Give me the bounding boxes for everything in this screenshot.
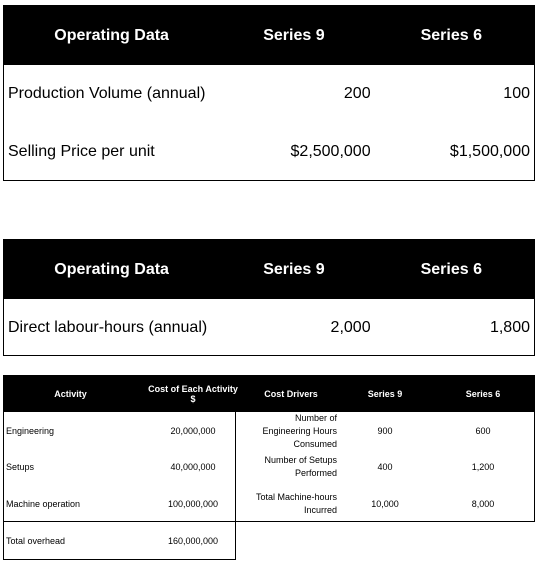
driver-line: Engineering Hours [262, 425, 337, 436]
driver-line: Incurred [303, 504, 337, 515]
table2-header-series6: Series 6 [420, 260, 482, 278]
table-row [4, 123, 534, 181]
operating-data-table-2 [3, 239, 535, 356]
driver-line: Number of Setups [264, 455, 337, 465]
row-label: Direct labour-hours (annual) [8, 319, 208, 336]
table1-header-operating-data: Operating Data [54, 26, 169, 44]
header-cost-line1: Cost of Each Activity [148, 383, 238, 394]
cost-machine-operation: 100,000,000 [167, 498, 219, 509]
row-series6-value: 1,800 [489, 319, 530, 336]
header-series6: Series 6 [465, 388, 501, 399]
header-series9: Series 9 [367, 388, 403, 399]
table1-header [4, 6, 534, 65]
driver-machine-operation [239, 485, 337, 522]
series6-engineering: 600 [475, 426, 491, 436]
row-series9-value: 2,000 [330, 319, 371, 336]
table2-header [4, 240, 534, 299]
series9-setups: 400 [377, 462, 393, 472]
row-series6-value: $1,500,000 [449, 143, 530, 160]
activity-machine-operation: Machine operation [6, 498, 81, 509]
header-cost [133, 375, 253, 412]
driver-engineering [239, 409, 337, 453]
row-label: Production Volume (annual) [8, 85, 206, 102]
header-cost-line2: $ [190, 393, 196, 404]
operating-data-table-1 [3, 5, 535, 181]
cost-engineering: 20,000,000 [170, 426, 216, 436]
driver-line: Number of [294, 412, 337, 423]
table-row [4, 65, 534, 123]
row-series9-value: 200 [343, 85, 371, 102]
activity-setups: Setups [6, 462, 35, 472]
header-activity: Activity [54, 388, 87, 399]
row-label: Selling Price per unit [8, 143, 155, 160]
row-series9-value: $2,500,000 [290, 143, 371, 160]
driver-line: Performed [294, 468, 337, 478]
total-overhead-value: 160,000,000 [167, 536, 219, 546]
cost-setups: 40,000,000 [170, 462, 216, 472]
driver-line: Consumed [293, 438, 337, 449]
series6-machine-operation: 8,000 [471, 498, 495, 509]
table-row [4, 299, 534, 357]
row-series6-value: 100 [503, 85, 530, 102]
driver-setups [239, 449, 337, 485]
driver-line: Total Machine-hours [255, 491, 337, 502]
activity-cost-table [3, 375, 535, 560]
total-overhead-label: Total overhead [6, 536, 66, 546]
series9-engineering: 900 [377, 426, 393, 436]
activity-engineering: Engineering [6, 426, 55, 436]
table1-header-series6: Series 6 [420, 26, 482, 44]
header-cost-drivers: Cost Drivers [264, 388, 318, 399]
column-divider [235, 412, 236, 560]
series9-machine-operation: 10,000 [371, 498, 399, 509]
series6-setups: 1,200 [471, 462, 495, 472]
table3-header [3, 375, 535, 412]
table2-header-operating-data: Operating Data [54, 260, 169, 278]
table2-header-series9: Series 9 [263, 260, 325, 278]
table1-header-series9: Series 9 [263, 26, 325, 44]
